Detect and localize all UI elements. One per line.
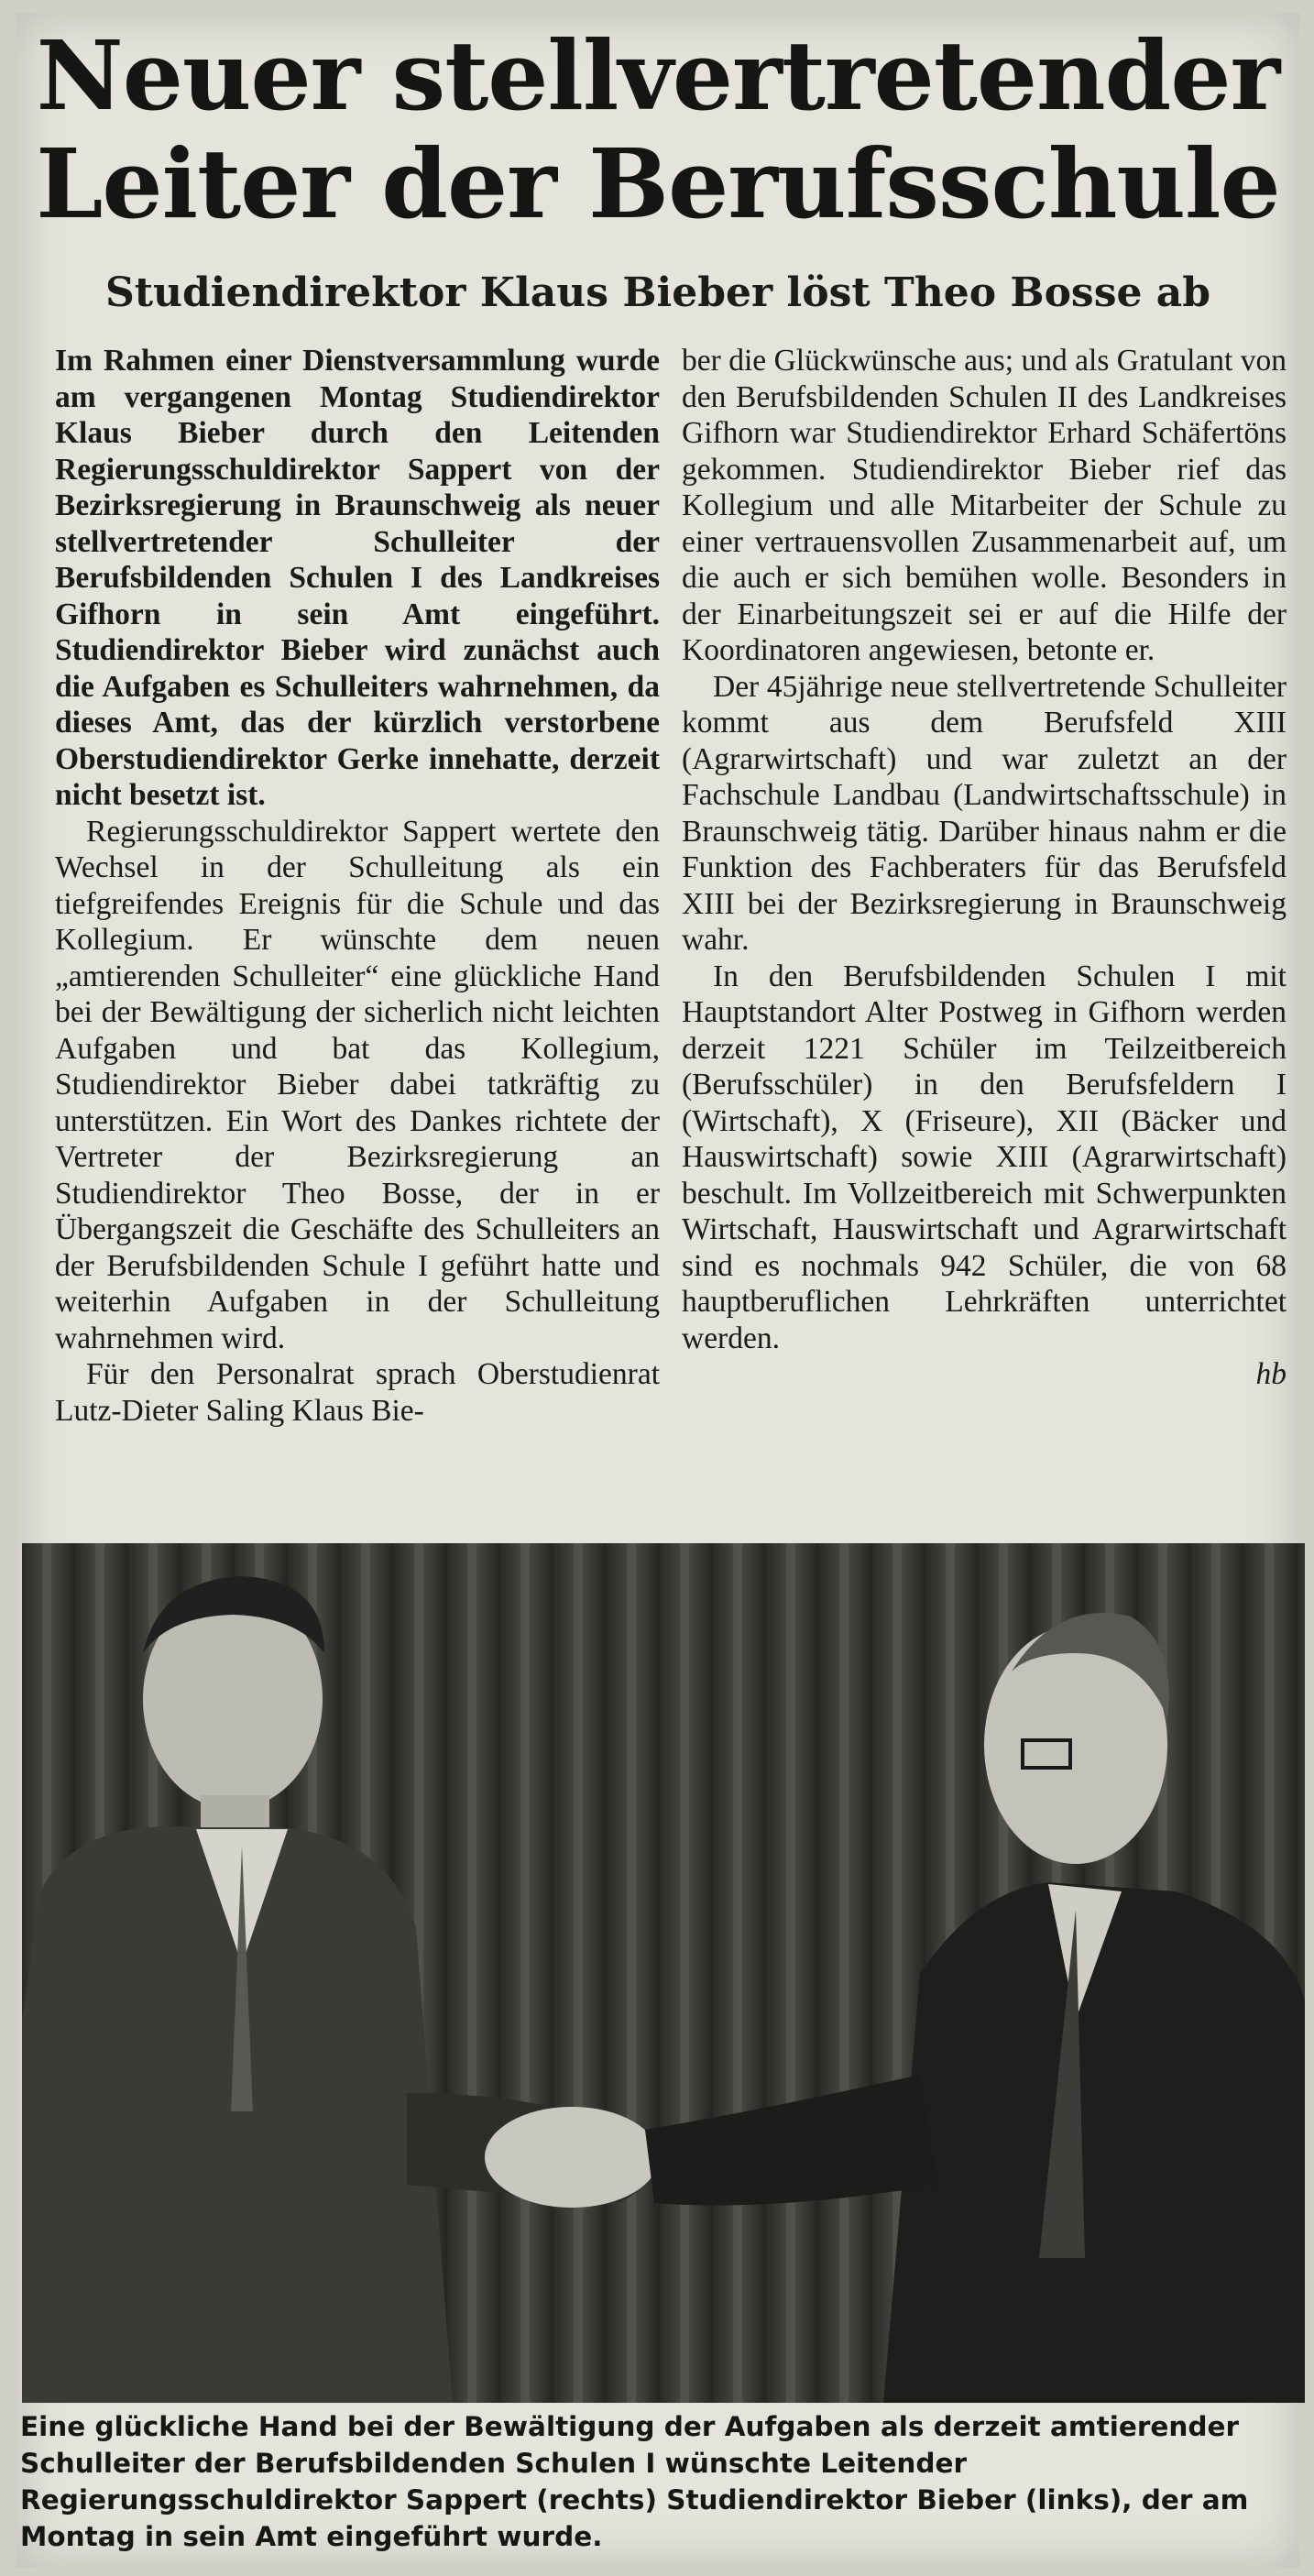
subheadline: Studiendirektor Klaus Bieber löst Theo Bosse ab bbox=[104, 269, 1211, 316]
lead-paragraph: Im Rahmen einer Dienstversammlung wurde am vergangenen Montag Studiendirektor Klaus Bieber durch den Leitenden Regierungsschuldirektor Sappert von der Bezirksregierung in Braunschweig als neuer stellvertretender Schulleiter der Berufsbildenden Schulen I des Landkreises Gifhorn in sein Amt eingeführt. Studiendirektor Bieber wird zunächst auch die Aufgaben es Schulleiters wahrnehmen, da dieses Amt, das der kürzlich verstorbene Oberstudiendirektor Gerke innehatte, derzeit nicht besetzt ist. bbox=[55, 344, 660, 812]
article-column-left bbox=[55, 343, 660, 1429]
headline-line-2: Leiter der Berufsschule bbox=[36, 127, 1280, 240]
body-paragraph: ber die Glückwünsche aus; und als Gratulant von den Berufsbildenden Schulen II des Landkreises Gifhorn war Studiendirektor Erhard Schäfertöns gekommen. Studiendirektor Bieber rief das Kollegium und alle Mitarbeiter der Schule zu einer vertrauensvollen Zusammenarbeit auf, um die auch er sich bemühen wolle. Besonders in der Einarbeitungszeit sei er auf die Hilfe der Koordinatoren angewiesen, betonte er. bbox=[682, 344, 1287, 667]
body-paragraph: Der 45jährige neue stellvertretende Schulleiter kommt aus dem Berufsfeld XIII (Agrarwirtschaft) und war zuletzt an der Fachschule Landbau (Landwirtschaftsschule) in Braunschweig tätig. Darüber hinaus nahm er die Funktion des Fachberaters für das Berufsfeld XIII bei der Bezirksregierung in Braunschweig wahr. bbox=[682, 669, 1287, 957]
handshake-photo bbox=[22, 1543, 1305, 2403]
body-paragraph: Für den Personalrat sprach Oberstudienrat Lutz-Dieter Saling Klaus Bie- bbox=[55, 1357, 660, 1428]
author-initials: hb bbox=[1255, 1357, 1287, 1391]
body-paragraph: Regierungsschuldirektor Sappert wertete den Wechsel in der Schulleitung als ein tiefgreifendes Ereignis für die Schule und das Kollegium. Er wünschte dem neuen „amtierenden Schulleiter“ eine glückliche Hand bei der Bewältigung der sicherlich nicht leichten Aufgaben und bat das Kollegium, Studiendirektor Bieber dabei tatkräftig zu unterstützen. Ein Wort des Dankes richtete der Vertreter der Bezirksregierung an Studiendirektor Theo Bosse, der in er Übergangszeit die Geschäfte des Schulleiters an der Berufsbildenden Schule I geführt hatte und weiterhin Aufgaben in der Schulleitung wahrnehmen wird. bbox=[55, 814, 660, 1355]
photo-caption: Eine glückliche Hand bei der Bewältigung der Aufgaben als derzeit amtierender Schulleiter der Berufsbildenden Schulen I wünschte Leitender Regierungsschuldirektor Sappert (rechts) Studiendirektor Bieber (links), der am Montag in sein Amt eingeführt wurde. bbox=[20, 2411, 1249, 2552]
newspaper-clipping bbox=[16, 13, 1299, 2568]
headline-line-1: Neuer stellvertretender bbox=[36, 19, 1280, 132]
body-paragraph: In den Berufsbildenden Schulen I mit Hauptstandort Alter Postweg in Gifhorn werden derzeit 1221 Schüler im Teilzeitbereich (Berufsschüler) in den Berufsfeldern I (Wirtschaft), X (Friseure), XII (Bäcker und Hauswirtschaft) sowie XIII (Agrarwirtschaft) beschult. Im Vollzeitbereich mit Schwerpunkten Wirtschaft, Hauswirtschaft und Agrarwirtschaft sind es nochmals 942 Schüler, die von 68 hauptberuflichen Lehrkräften unterrichtet werden. bbox=[682, 959, 1287, 1355]
headline bbox=[35, 19, 1281, 240]
article-column-right bbox=[682, 343, 1287, 1393]
